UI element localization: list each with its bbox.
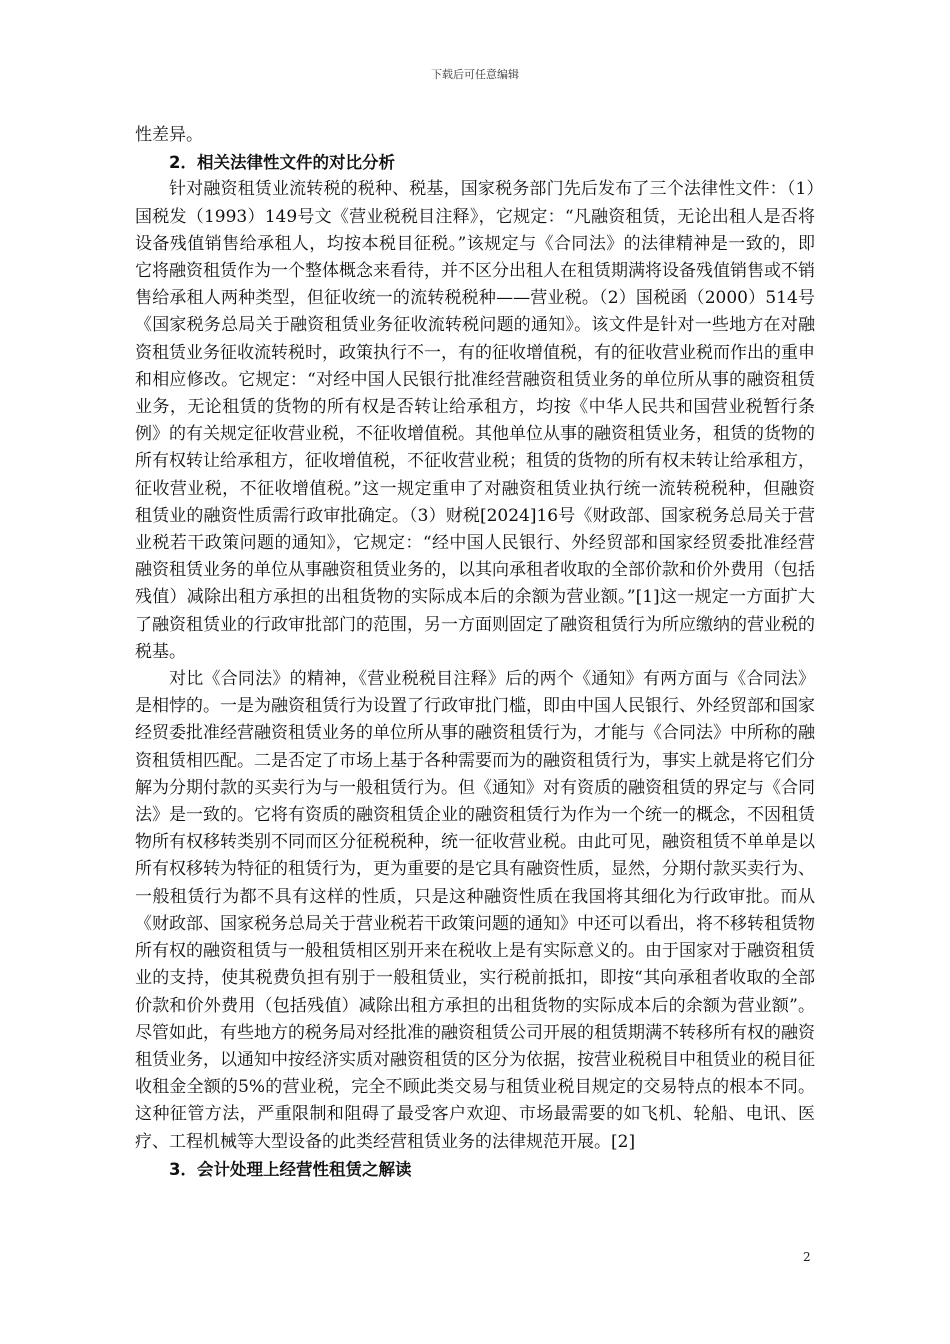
document-body [135,122,815,1183]
continuation-text: 性差异。 [135,125,203,145]
section-heading-2: 2．相关法律性文件的对比分析 [169,153,395,173]
section-heading-3: 3．会计处理上经营性租赁之解读 [169,1159,412,1179]
page-header: 下载后可任意编辑 [431,68,519,81]
paragraph-1: 针对融资租赁业流转税的税种、税基，国家税务部门先后发布了三个法律性文件：（1）国税发（1993）149号文《营业税税目注释》，它规定：“凡融资租赁，无论出租人是否将设备残值销售给承租人，均按本税目征税。”该规定与《合同法》的法律精神是一致的，即它将融资租赁作为一个整体概念来看待，并不区分出租人在租赁期满将设备残值销售或不销售给承租人两种类型，但征收统一的流转税税种——营业税。（2）国税函（2000）514号《国家税务总局关于融资租赁业务征收流转税问题的通知》。该文件是针对一些地方在对融资租赁业务征收流转税时，政策执行不一，有的征收增值税，有的征收营业税而作出的重申和相应修改。它规定：“对经中国人民银行批准经营融资租赁业务的单位所从事的融资租赁业务，无论租赁的货物的所有权是否转让给承租方，均按《中华人民共和国营业税暂行条例》的有关规定征收营业税，不征收增值税。其他单位从事的融资租赁业务，租赁的货物的所有权转让给承租方，征收增值税，不征收营业税；租赁的货物的所有权未转让给承租方，征收营业税，不征收增值税。”这一规定重申了对融资租赁业执行统一流转税税种，但融资租赁业的融资性质需行政审批确定。（3）财税[2024]16号《财政部、国家税务总局关于营业税若干政策问题的通知》，它规定：“经中国人民银行、外经贸部和国家经贸委批准经营融资租赁业务的单位从事融资租赁业务的，以其向承租者收取的全部价款和价外费用（包括残值）减除出租方承担的出租货物的实际成本后的余额为营业额。”[1]这一规定一方面扩大了融资租赁业的行政审批部门的范围，另一方面则固定了融资租赁行为所应缴纳的营业税的税基。 [135,179,815,662]
page-number: 2 [803,1250,811,1264]
paragraph-2: 对比《合同法》的精神，《营业税税目注释》后的两个《通知》有两方面与《合同法》是相悖的。一是为融资租赁行为设置了行政审批门槛，即由中国人民银行、外经贸部和国家经贸委批准经营融资租赁业务的单位所从事的融资租赁行为，才能与《合同法》中所称的融资租赁相匹配。二是否定了市场上基于各种需要而为的融资租赁行为，事实上就是将它们分解为分期付款的买卖行为与一般租赁行为。但《通知》对有资质的融资租赁的界定与《合同法》是一致的。它将有资质的融资租赁企业的融资租赁行为作为一个统一的概念，不因租赁物所有权移转类别不同而区分征税税种，统一征收营业税。由此可见，融资租赁不单单是以所有权移转为特征的租赁行为，更为重要的是它具有融资性质，显然，分期付款买卖行为、一般租赁行为都不具有这样的性质，只是这种融资性质在我国将其细化为行政审批。而从《财政部、国家税务总局关于营业税若干政策问题的通知》中还可以看出，将不移转租赁物所有权的融资租赁与一般租赁相区别开来在税收上是有实际意义的。由于国家对于融资租赁业的支持，使其税费负担有别于一般租赁业，实行税前抵扣，即按“其向承租者收取的全部价款和价外费用（包括残值）减除出租方承担的出租货物的实际成本后的余额为营业额”。尽管如此，有些地方的税务局对经批准的融资租赁公司开展的租赁期满不转移所有权的融资租赁业务，以通知中按经济实质对融资租赁的区分为依据，按营业税税目中租赁业的税目征收租金全额的5%的营业税，完全不顾此类交易与租赁业税目规定的交易特点的根本不同。这种征管方法，严重限制和阻碍了最受客户欢迎、市场最需要的如飞机、轮船、电讯、医疗、工程机械等大型设备的此类经营租赁业务的法律规范开展。[2] [135,669,815,1152]
